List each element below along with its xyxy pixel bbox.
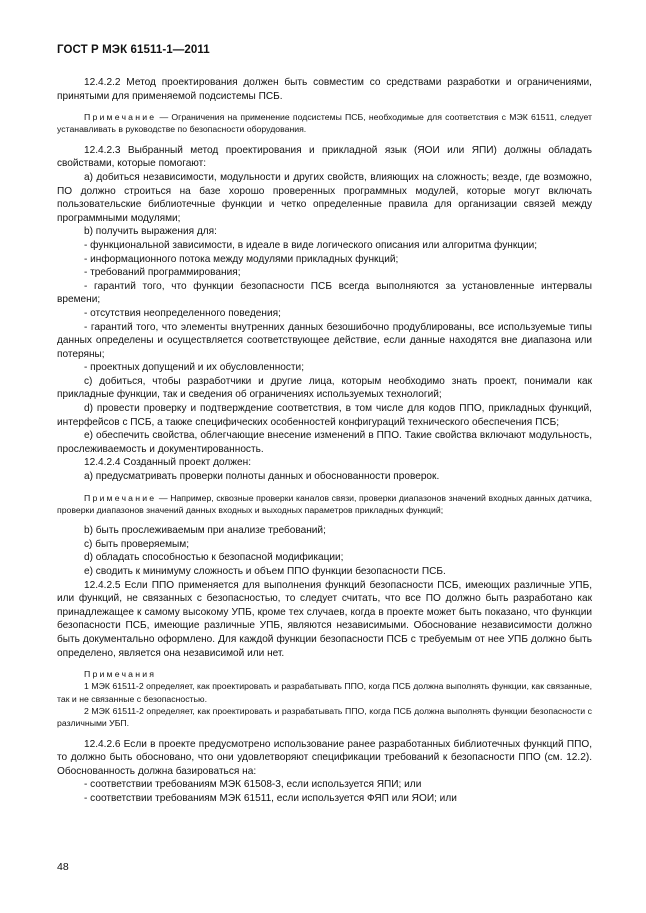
note-text: — Ограничения на применение подсистемы ПСБ, необходимые для соответствия с МЭК 61511, следует устанавливать в руководстве по безопасности оборудования. bbox=[57, 112, 592, 135]
list-subitem: - гарантий того, что функции безопасности ПСБ всегда выполняются за установленные интервалы времени; bbox=[57, 280, 592, 306]
note-equipment-manual bbox=[57, 111, 592, 136]
clause-12-4-2-6: 12.4.2.6 Если в проекте предусмотрено использование ранее разработанных библиотечных функций ППО, то должно быть обосновано, что они удовлетворяют спецификации требований к безопасности ППО (см. 12.2). Обоснованность должна базироваться на: bbox=[57, 738, 592, 777]
note-checks-example bbox=[57, 492, 592, 517]
list-item-d: d) провести проверку и подтверждение соответствия, в том числе для кодов ППО, прикладных функций, интерфейсов с ПСБ, а также специфических особенностей конфигураций технического обеспечения ПСБ; bbox=[57, 403, 592, 428]
list-item-e: е) обеспечить свойства, облегчающие внесение изменений в ППО. Такие свойства включают модульность, прослеживаемость и документированность. bbox=[57, 430, 592, 455]
clause-12-4-2-5: 12.4.2.5 Если ППО применяется для выполнения функций безопасности ПСБ, имеющих различные УПБ, или функций, не связанных с безопасностью, то следует считать, что все ПО должно быть разработано как принадлежащее к самому высокому УПБ, кроме тех случаев, когда в проекте может быть показано, что функции безопасности ПСБ, имеющие различные УПБ, являются независимыми. Обоснование независимости должно быть документально оформлено. Для каждой функции безопасности ПСБ с требуемым от нее УПБ должно быть определено, является она независимой или нет. bbox=[57, 579, 592, 659]
list-item-a: а) добиться независимости, модульности и других свойств, влияющих на сложность; везде, где возможно, ПО должно строиться на базе хорошо проверенных программных модулей, которые могут включать пользовательские библиотечные функции и четко определенные правила для организации связей между программными модулями; bbox=[57, 171, 592, 224]
list-item-e: е) сводить к минимуму сложность и объем ППО функции безопасности ПСБ. bbox=[84, 566, 446, 577]
list-item-a: а) предусматривать проверки полноты данных и обоснованности проверок. bbox=[84, 471, 440, 483]
list-subitem: - информационного потока между модулями прикладных функций; bbox=[84, 253, 399, 265]
list-subitem: - проектных допущений и их обусловленности; bbox=[84, 362, 304, 374]
list-subitem: - гарантий того, что элементы внутренних данных безошибочно продублированы, все используемые типы данных определены и осуществляется соответствующее действие, если данные находятся вне диапазона или потеряны; bbox=[57, 321, 592, 360]
clause-12-4-2-4: 12.4.2.4 Созданный проект должен: bbox=[84, 457, 252, 469]
document-header: ГОСТ Р МЭК 61511-1—2011 bbox=[57, 44, 210, 56]
list-item-b: b) быть прослеживаемым при анализе требований; bbox=[84, 525, 326, 537]
clause-12-4-2-3: 12.4.2.3 Выбранный метод проектирования и прикладной язык (ЯОИ или ЯПИ) должны обладать свойствами, которые помогают: bbox=[57, 144, 592, 170]
list-subitem: - требований программирования; bbox=[84, 267, 241, 279]
note-text: — Например, сквозные проверки каналов связи, проверки диапазонов значений входных данных датчика, проверки диапазонов значений данных входных и выходных параметров прикладных функций; bbox=[57, 492, 592, 515]
note-1: 1 МЭК 61511-2 определяет, как проектировать и разрабатывать ППО, когда ПСБ должна выполнять функции, как связанные, так и не связанные с безопасностью. bbox=[57, 681, 592, 704]
clause-12-4-2-2: 12.4.2.2 Метод проектирования должен быть совместим со средствами разработки и ограничениями, принятыми для применяемой подсистемы ПСБ. bbox=[57, 77, 592, 102]
list-item-c: с) добиться, чтобы разработчики и другие лица, которым необходимо знать проект, понимали как прикладные функции, так и сведения об ограничениях используемых технологий; bbox=[57, 375, 592, 401]
list-subitem: - соответствии требованиям МЭК 61511, если используется ФЯП или ЯОИ; или bbox=[84, 793, 457, 805]
list-item-d: d) обладать способностью к безопасной модификации; bbox=[84, 552, 344, 564]
list-subitem: - отсутствия неопределенного поведения; bbox=[84, 307, 281, 319]
list-subitem: - функциональной зависимости, в идеале в виде логического описания или алгоритма функции; bbox=[84, 239, 538, 251]
notes-heading: Примечания bbox=[84, 669, 157, 680]
document-body bbox=[57, 76, 592, 806]
note-label: Примечание bbox=[84, 492, 157, 503]
note-2: 2 МЭК 61511-2 определяет, как проектировать и разрабатывать ППО, когда ПСБ должна выполнять функции безопасности с различными УБП. bbox=[57, 706, 592, 729]
list-item-c: с) быть проверяемым; bbox=[84, 538, 190, 550]
list-item-b: b) получить выражения для: bbox=[84, 226, 217, 238]
list-subitem: - соответствии требованиям МЭК 61508-3, если используется ЯПИ; или bbox=[84, 779, 422, 791]
page-number: 48 bbox=[57, 861, 69, 873]
note-label: Примечание bbox=[84, 112, 157, 123]
